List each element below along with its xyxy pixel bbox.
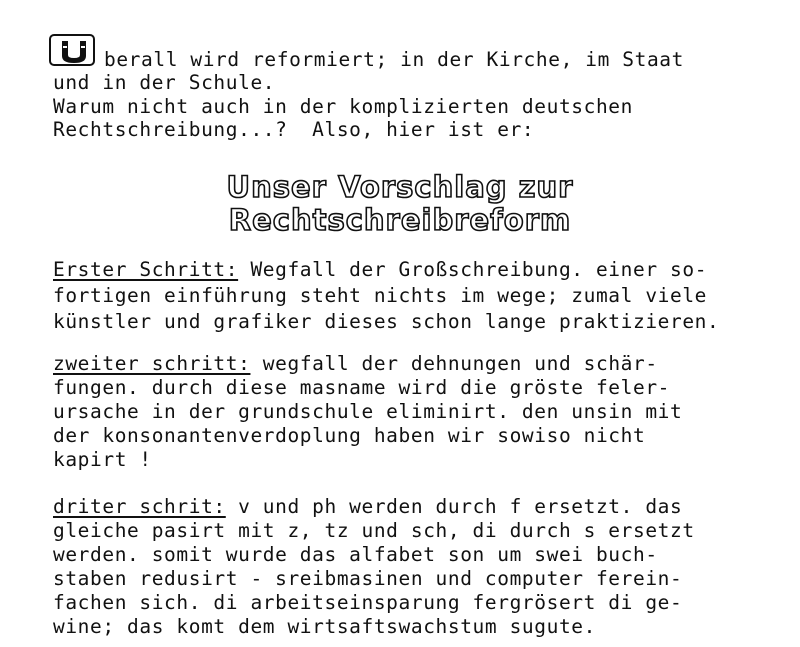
step3-line-3: werden. somit wurde das alfabet son um swei buch-	[53, 543, 658, 566]
intro-line-1: berall wird reformiert; in der Kirche, im Staat	[104, 48, 684, 71]
step1-heading: Erster Schritt:	[53, 258, 239, 281]
step1-line-1	[53, 258, 707, 282]
intro-line-2: und in der Schule.	[53, 71, 276, 94]
title-line-2: Rechtschreibreform	[228, 203, 572, 237]
step3-line-1-text: v und ph werden durch f ersetzt. das	[225, 495, 683, 518]
step2-line-5: kapirt !	[53, 448, 152, 471]
title-line-1: Unser Vorschlag zur	[226, 170, 574, 204]
intro-line-4: Rechtschreibung...? Also, hier ist er:	[53, 118, 535, 141]
initial-u-icon	[51, 36, 97, 68]
step2-line-1	[53, 352, 658, 376]
step3-line-2: gleiche pasirt mit z, tz und sch, di durch s ersetzt	[53, 519, 695, 542]
step2-line-2: fungen. durch diese masname wird die gröste feler-	[53, 376, 670, 399]
step3-heading: driter schrit:	[53, 495, 226, 518]
intro-line-3: Warum nicht auch in der komplizierten deutschen	[53, 95, 633, 118]
step3-line-1	[53, 495, 682, 519]
step3-line-6: wine; das komt dem wirtsaftswachstum sugute.	[53, 615, 596, 638]
step1-line-1-text: Wegfall der Großschreibung. einer so-	[238, 258, 708, 281]
step1-line-2: fortigen einführung steht nichts im wege; zumal viele	[53, 284, 708, 307]
step2-line-1-text: wegfall der dehnungen und schär-	[250, 352, 658, 375]
step2-heading: zweiter schritt:	[53, 352, 251, 375]
step3-line-5: fachen sich. di arbeitseinsparung fergrösert di ge-	[53, 591, 683, 614]
step1-line-3: künstler und grafiker dieses schon lange praktizieren.	[53, 310, 720, 333]
step2-line-3: ursache in der grundschule eliminirt. den unsin mit	[53, 400, 683, 423]
step3-line-4: staben redusirt - sreibmasinen und computer ferein-	[53, 567, 683, 590]
step2-line-4: der konsonantenverdoplung haben wir sowiso nicht	[53, 424, 646, 447]
decorated-initial-u	[49, 34, 95, 66]
